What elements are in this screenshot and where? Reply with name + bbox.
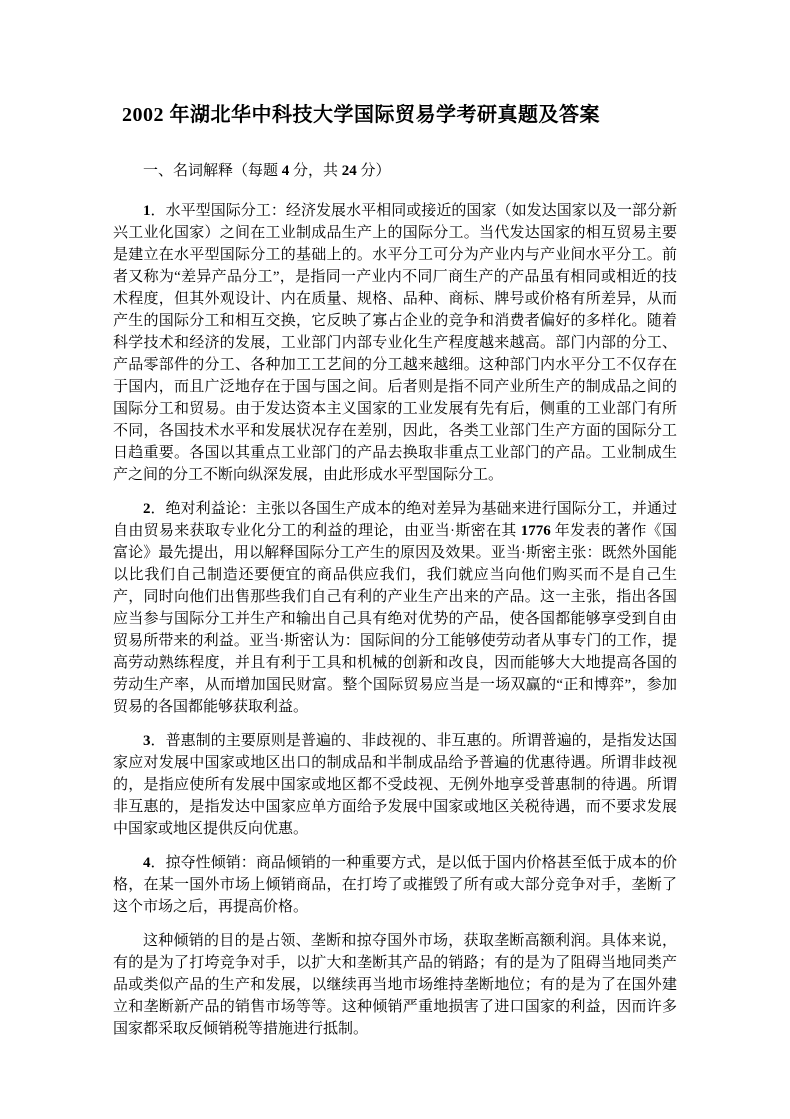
section-heading-definitions: 一、名词解释（每题 4 分，共 24 分） xyxy=(143,163,391,179)
paragraph-definition-2-absolute-advantage-theory: 2．绝对利益论：主张以各国生产成本的绝对差异为基础来进行国际分工，并通过自由贸易来获取专业化分工的利益的理论，由亚当·斯密在其 1776 年发表的著作《国富论》最先提出，用以解释国际分工产生的原因及效果。亚当·斯密主张：既然外国能以比我们自己制造还要便宜的商品供应我们，我们就应当向他们购买而不是自己生产，同时向他们出售那些我们自己有利的产业生产出来的产品。这一主张，指出各国应当参与国际分工并生产和输出自己具有绝对优势的产品，使各国都能够享受到自由贸易所带来的利益。亚当·斯密认为：国际间的分工能够使劳动者从事专门的工作，提高劳动熟练程度，并且有利于工具和机械的创新和改良，因而能够大大地提高各国的劳动生产率，从而增加国民财富。整个国际贸易应当是一场双赢的“正和博弈”，参加贸易的各国都能够获取利益。 xyxy=(113,501,677,715)
paragraph-definition-4-predatory-dumping-continued: 这种倾销的目的是占领、垄断和掠夺国外市场，获取垄断高额利润。具体来说，有的是为了打垮竞争对手，以扩大和垄断其产品的销路；有的是为了阻碍当地同类产品或类似产品的生产和发展，以继续再当地市场维持垄断地位；有的是为了在国外建立和垄断新产品的销售市场等等。这种倾销严重地损害了进口国家的利益，因而许多国家都采取反倾销税等措施进行抵制。 xyxy=(113,933,677,1037)
paragraph-definition-4-predatory-dumping: 4．掠夺性倾销：商品倾销的一种重要方式，是以低于国内价格甚至低于成本的价格，在某一国外市场上倾销商品，在打垮了或摧毁了所有或大部分竞争对手，垄断了这个市场之后，再提高价格。 xyxy=(113,855,677,915)
document-title: 2002 年湖北华中科技大学国际贸易学考研真题及答案 xyxy=(122,104,600,126)
paragraph-definition-3-gsp-principles: 3．普惠制的主要原则是普遍的、非歧视的、非互惠的。所谓普遍的，是指发达国家应对发展中国家或地区出口的制成品和半制成品给予普遍的优惠待遇。所谓非歧视的，是指应使所有发展中国家或地区都不受歧视、无例外地享受普惠制的待遇。所谓非互惠的，是指发达中国家应单方面给予发展中国家或地区关税待遇，而不要求发展中国家或地区提供反向优惠。 xyxy=(113,733,677,837)
paragraph-definition-1-horizontal-international-division: 1．水平型国际分工：经济发展水平相同或接近的国家（如发达国家以及一部分新兴工业化国家）之间在工业制成品生产上的国际分工。当代发达国家的相互贸易主要是建立在水平型国际分工的基础上的。水平分工可分为产业内与产业间水平分工。前者又称为“差异产品分工”，是指同一产业内不同厂商生产的产品虽有相同或相近的技术程度，但其外观设计、内在质量、规格、品种、商标、牌号或价格有所差异，从而产生的国际分工和相互交换，它反映了寡占企业的竞争和消费者偏好的多样化。随着科学技术和经济的发展，工业部门内部专业化生产程度越来越高。部门内部的分工、产品零部件的分工、各种加工工艺间的分工越来越细。这种部门内水平分工不仅存在于国内，而且广泛地存在于国与国之间。后者则是指不同产业所生产的制成品之间的国际分工和贸易。由于发达资本主义国家的工业发展有先有后，侧重的工业部门有所不同，各国技术水平和发展状况存在差别，因此，各类工业部门生产方面的国际分工日趋重要。各国以其重点工业部门的产品去换取非重点工业部门的产品。工业制成生产之间的分工不断向纵深发展，由此形成水平型国际分工。 xyxy=(113,203,677,483)
